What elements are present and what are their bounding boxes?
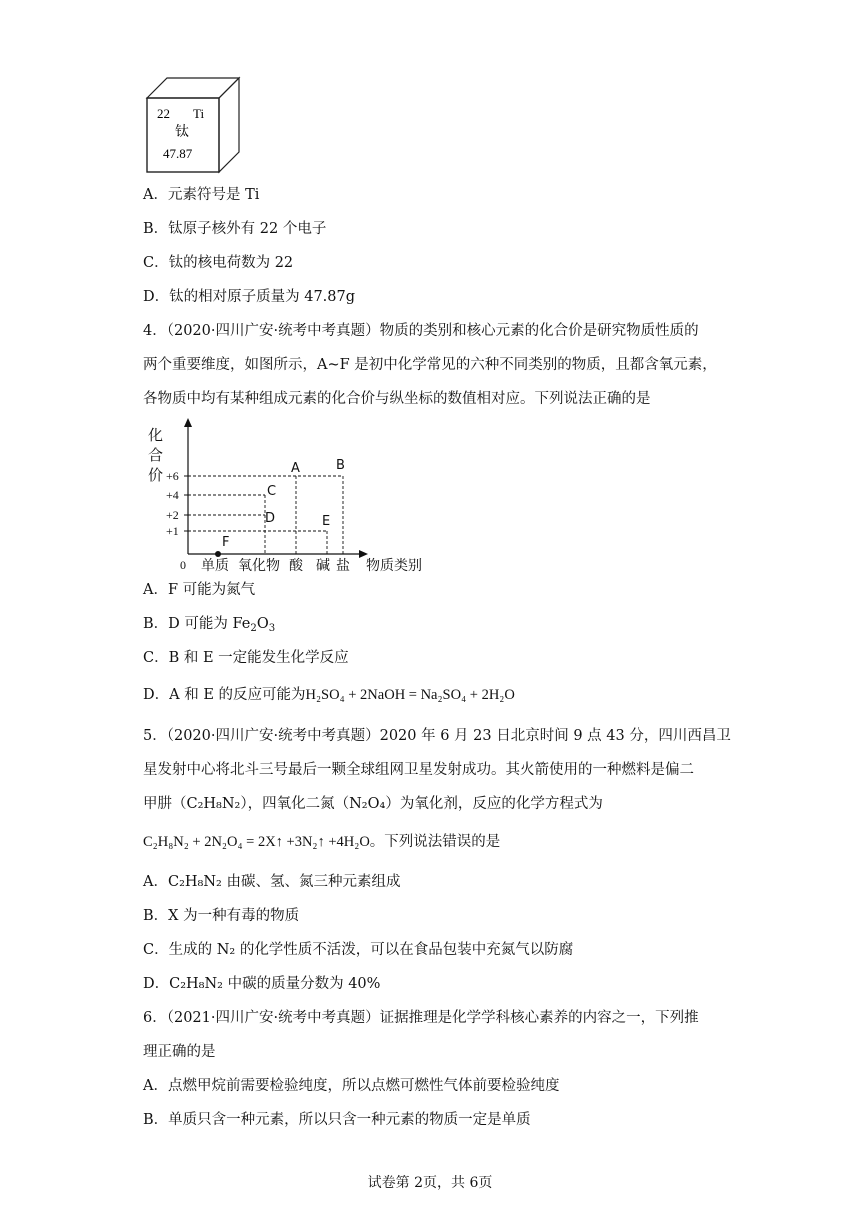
q6-stem-line2: 理正确的是 [143,1044,216,1060]
q5-stem-line2: 星发射中心将北斗三号最后一颗全球组网卫星发射成功。其火箭使用的一种燃料是偏二 [143,762,694,778]
q5-option-b: B．X 为一种有毒的物质 [143,908,300,924]
q6-stem-line1: 6．（2021·四川广安·统考中考真题）证据推理是化学学科核心素养的内容之一，下列推 [143,1010,699,1026]
q3-option-c: C．钛的核电荷数为 22 [143,255,294,271]
q4-option-b-o: O [256,616,269,632]
q4-option-a: A．F 可能为氮气 [143,582,256,598]
q6-option-a: A．点燃甲烷前需要检验纯度，所以点燃可燃性气体前要检验纯度 [143,1078,560,1094]
point-c-label: C [267,484,277,499]
q5-option-c: C．生成的 N₂ 的化学性质不活泼，可以在食品包装中充氮气以防腐 [143,942,574,958]
y-label-char-1: 化 [148,426,164,444]
page-footer: 试卷第 2页，共 6页 [367,1175,493,1191]
q6-option-b: B．单质只含一种元素，所以只含一种元素的物质一定是单质 [143,1112,531,1128]
x-cat-base: 碱 [316,558,330,573]
y-tick-1: +1 [166,524,179,538]
q5-option-a: A．C₂H₈N₂ 由碳、氢、氮三种元素组成 [143,874,401,890]
titanium-element-card [143,74,243,174]
q5-equation-line [143,832,500,852]
point-b-label: B [336,458,345,473]
valence-diagram [140,418,440,573]
x-cat-element: 单质 [201,558,229,573]
x-axis-label: 物质类别 [366,558,422,573]
element-mass: 47.87 [163,146,193,161]
q4-option-d [143,685,515,705]
q5-option-d: D．C₂H₈N₂ 中碳的质量分数为 40% [143,976,381,992]
q4-option-d-text: D．A 和 E 的反应可能为 [143,687,306,703]
q4-option-d-equation: H₂SO₄ + 2NaOH = Na₂SO₄ + 2H₂O [305,687,515,703]
y-tick-4: +4 [166,488,179,502]
y-tick-2: +2 [166,508,179,522]
q3-option-b: B．钛原子核外有 22 个电子 [143,221,327,237]
x-cat-salt: 盐 [336,558,350,573]
point-d-label: D [265,511,276,526]
point-e-label: E [322,514,331,529]
x-cat-oxide: 氧化物 [238,558,280,573]
q4-option-c: C．B 和 E 一定能发生化学反应 [143,650,349,666]
point-f-label: F [222,535,230,550]
q4-option-b [143,614,275,634]
q4-option-b-text: B．D 可能为 Fe [143,616,251,632]
q4-option-b-sub2: 3 [268,623,276,634]
q5-stem-line3: 甲肼（C₂H₈N₂），四氧化二氮（N₂O₄）为氧化剂，反应的化学方程式为 [143,796,603,812]
q3-option-d: D．钛的相对原子质量为 47.87g [143,289,356,305]
q4-stem-line1: 4．（2020·四川广安·统考中考真题）物质的类别和核心元素的化合价是研究物质性质的 [143,323,699,339]
point-a-label: A [291,461,300,476]
element-name: 钛 [175,124,189,140]
q5-equation-suffix: 。下列说法错误的是 [369,834,501,850]
point-f-dot [215,551,221,557]
y-label-char-3: 价 [148,466,164,484]
element-symbol: Ti [193,106,205,121]
q5-stem-line1: 5．（2020·四川广安·统考中考真题）2020 年 6 月 23 日北京时间 9 点 43 分，四川西昌卫 [143,728,731,744]
element-number: 22 [157,106,170,121]
q4-stem-line2: 两个重要维度，如图所示，A~F 是初中化学常见的六种不同类别的物质，且都含氧元素， [143,357,717,373]
origin-label: 0 [180,558,186,572]
x-cat-acid: 酸 [289,558,303,573]
q4-option-b-sub1: 2 [250,623,257,634]
q5-equation: C₂H₈N₂ + 2N₂O₄ = 2X↑ +3N₂↑ +4H₂O [143,834,370,850]
y-tick-6: +6 [166,469,179,483]
q4-stem-line3: 各物质中均有某种组成元素的化合价与纵坐标的数值相对应。下列说法正确的是 [143,391,651,407]
q3-option-a: A．元素符号是 Ti [143,187,260,203]
y-label-char-2: 合 [148,446,164,464]
